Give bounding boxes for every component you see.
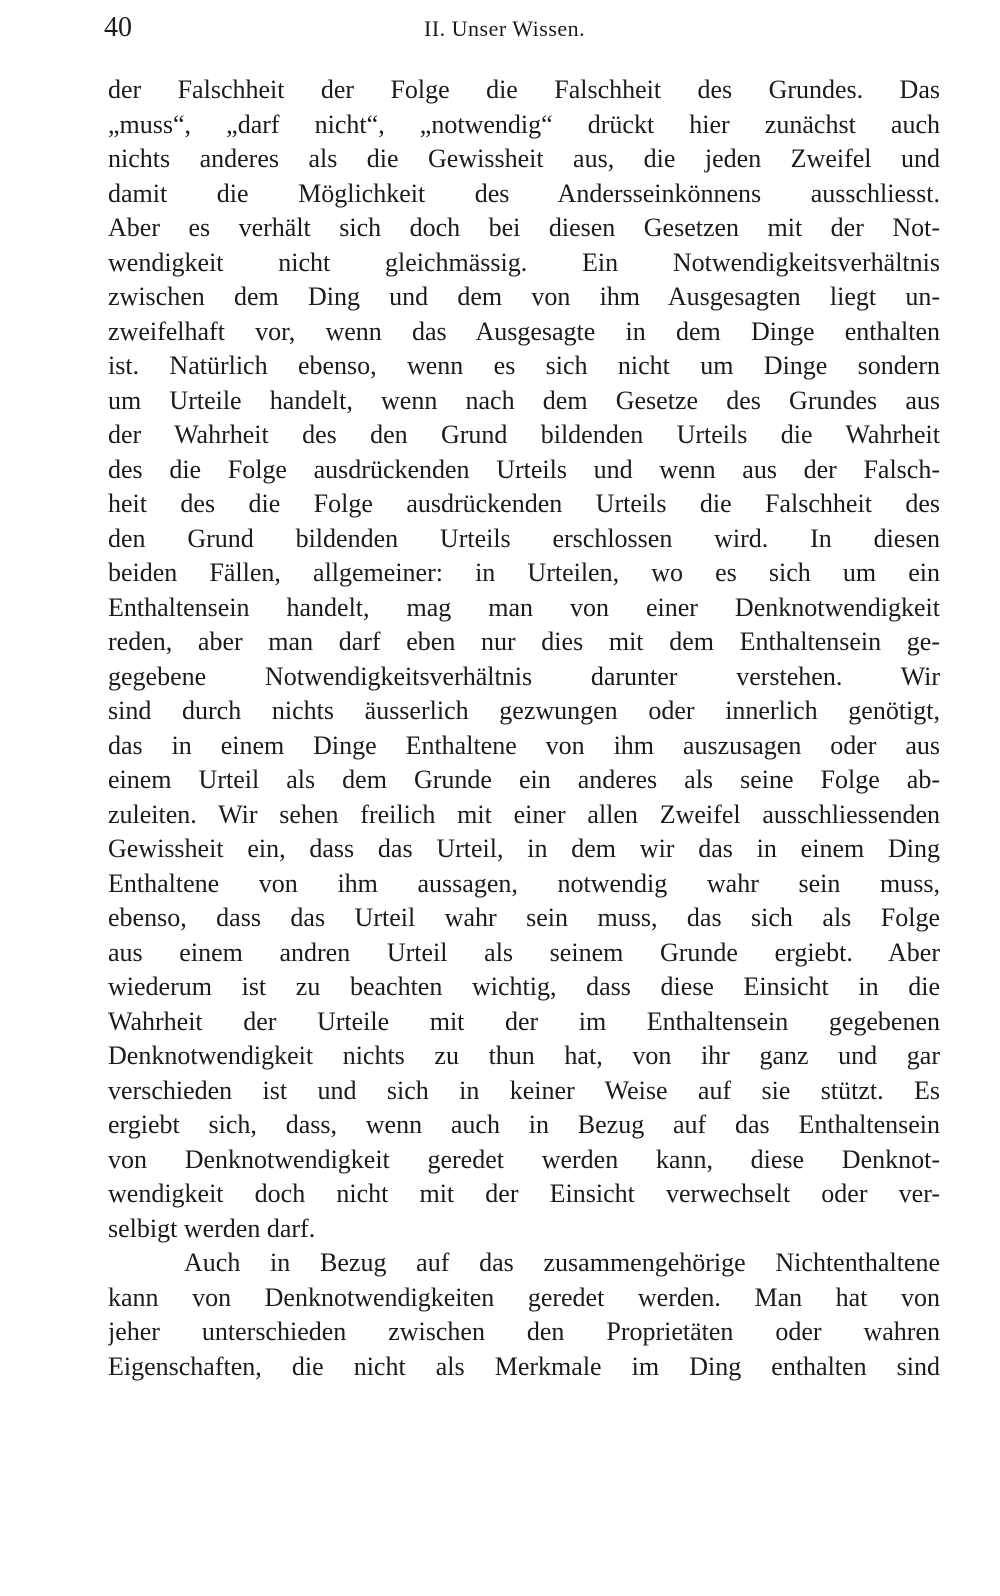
running-head: II. Unser Wissen. (424, 16, 586, 41)
text-line: um Urteile handelt, wenn nach dem Gesetze des Grundes aus (108, 385, 940, 415)
text-line: der Falschheit der Folge die Falschheit des Grundes. Das (108, 75, 940, 104)
text-line: Aber es verhält sich doch bei diesen Gesetzen mit der Not- (108, 213, 940, 242)
text-line: jeher unterschieden zwischen den Proprietäten oder wahren (108, 1317, 940, 1346)
text-line: verschieden ist und sich in keiner Weise auf sie stützt. Es (108, 1075, 940, 1105)
text-line: von Denknotwendigkeit geredet werden kann, diese Denknot- (108, 1144, 940, 1174)
text-line: Wahrheit der Urteile mit der im Enthaltensein gegebenen (108, 1006, 940, 1036)
paragraph-2 (108, 1246, 940, 1384)
body-text (108, 73, 940, 1384)
text-line: zuleiten. Wir sehen freilich mit einer allen Zweifel ausschliessenden (108, 799, 940, 829)
text-line: „muss“, „darf nicht“, „notwendig“ drückt hier zunächst auch (108, 109, 940, 139)
text-line: ebenso, dass das Urteil wahr sein muss, das sich als Folge (108, 903, 940, 932)
text-line: zwischen dem Ding und dem von ihm Ausgesagten liegt un- (108, 282, 940, 311)
text-line: ist. Natürlich ebenso, wenn es sich nicht um Dinge sondern (108, 351, 940, 380)
text-line: Eigenschaften, die nicht als Merkmale im Ding enthalten sind (108, 1351, 940, 1381)
page-header (104, 10, 942, 46)
text-line: selbigt werden darf. (108, 1213, 316, 1243)
text-line: reden, aber man darf eben nur dies mit dem Enthaltensein ge- (108, 627, 940, 656)
text-line: damit die Möglichkeit des Andersseinkönnens ausschliesst. (108, 178, 940, 208)
text-line: wendigkeit doch nicht mit der Einsicht verwechselt oder ver- (108, 1179, 940, 1208)
text-line: Enthaltensein handelt, mag man von einer Denknotwendigkeit (108, 592, 940, 622)
text-line: zweifelhaft vor, wenn das Ausgesagte in dem Dinge enthalten (108, 316, 940, 346)
text-line: sind durch nichts äusserlich gezwungen oder innerlich genötigt, (108, 696, 940, 725)
text-line: aus einem andren Urteil als seinem Grunde ergiebt. Aber (108, 937, 940, 967)
text-line: Enthaltene von ihm aussagen, notwendig wahr sein muss, (108, 868, 940, 898)
text-line: des die Folge ausdrückenden Urteils und wenn aus der Falsch- (108, 454, 940, 484)
text-line: Denknotwendigkeit nichts zu thun hat, von ihr ganz und gar (108, 1041, 940, 1070)
text-line: das in einem Dinge Enthaltene von ihm auszusagen oder aus (108, 730, 940, 760)
paragraph-1 (108, 73, 940, 1246)
text-line: einem Urteil als dem Grunde ein anderes als seine Folge ab- (108, 765, 940, 794)
text-line: Auch in Bezug auf das zusammengehörige Nichtenthaltene (184, 1248, 940, 1277)
text-line: Gewissheit ein, dass das Urteil, in dem wir das in einem Ding (108, 834, 940, 863)
text-line: den Grund bildenden Urteils erschlossen wird. In diesen (108, 523, 940, 553)
text-line: kann von Denknotwendigkeiten geredet werden. Man hat von (108, 1282, 940, 1312)
text-line: wiederum ist zu beachten wichtig, dass diese Einsicht in die (108, 972, 940, 1001)
text-line: ergiebt sich, dass, wenn auch in Bezug auf das Enthaltensein (108, 1110, 940, 1139)
page-number: 40 (104, 12, 132, 43)
text-line: heit des die Folge ausdrückenden Urteils die Falschheit des (108, 489, 940, 518)
text-line: gegebene Notwendigkeitsverhältnis darunter verstehen. Wir (108, 661, 940, 691)
text-line: nichts anderes als die Gewissheit aus, die jeden Zweifel und (108, 144, 940, 173)
text-line: wendigkeit nicht gleichmässig. Ein Notwendigkeitsverhältnis (108, 247, 940, 277)
text-line: der Wahrheit des den Grund bildenden Urteils die Wahrheit (108, 420, 940, 449)
text-line: beiden Fällen, allgemeiner: in Urteilen, wo es sich um ein (108, 558, 940, 587)
